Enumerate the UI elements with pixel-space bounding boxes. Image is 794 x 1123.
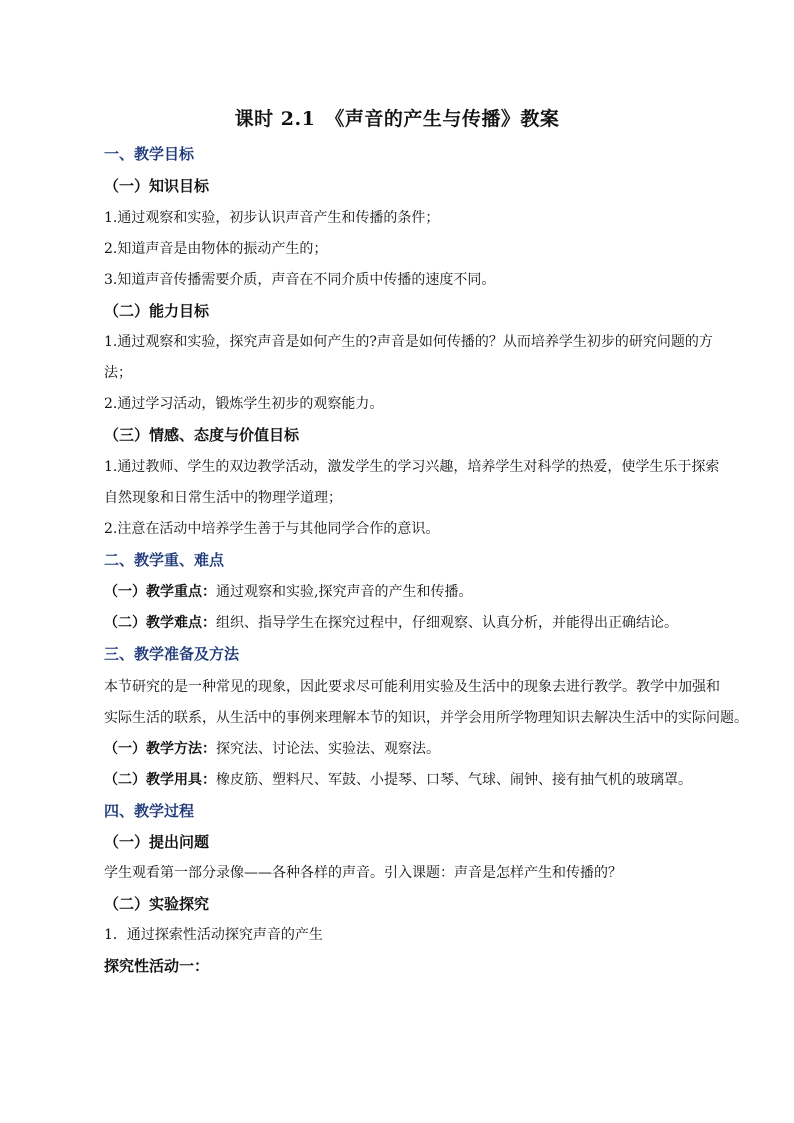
experiment-item-1: 1．通过探索性活动探究声音的产生: [104, 927, 323, 943]
emotion-item-1-line-1: 1.通过教师、学生的双边教学活动，激发学生的学习兴趣，培养学生对科学的热爱，使学生乐于探索: [104, 459, 720, 475]
knowledge-item-3: 3.知道声音传播需要介质，声音在不同介质中传播的速度不同。: [104, 272, 496, 288]
emotion-item-1-line-2: 自然现象和日常生活中的物理学道理；: [104, 490, 342, 506]
section-heading-objectives: 一、教学目标: [104, 145, 195, 163]
ability-item-2: 2.通过学习活动，锻炼学生初步的观察能力。: [104, 396, 384, 412]
page-title: 课时 2.1 《声音的产生与传播》教案: [234, 108, 560, 130]
teaching-tools-text: 橡皮筋、塑料尺、军鼓、小提琴、口琴、气球、闹钟、接有抽气机的玻璃罩。: [216, 772, 692, 788]
ability-item-1-line-1: 1.通过观察和实验，探究声音是如何产生的?声音是如何传播的？从而培养学生初步的研究问题的方: [104, 334, 713, 350]
subheading-knowledge: （一）知识目标: [104, 177, 210, 195]
activity-1-label: 探究性活动一：: [104, 957, 210, 975]
section-heading-key-points: 二、教学重、难点: [104, 551, 225, 569]
key-point: [104, 583, 724, 601]
difficulty-point: [104, 614, 724, 632]
preparation-paragraph-line-1: 本节研究的是一种常见的现象，因此要求尽可能利用实验及生活中的现象去进行教学。教学中加强和: [104, 679, 720, 695]
preparation-paragraph-line-2: 实际生活的联系，从生活中的事例来理解本节的知识，并学会用所学物理知识去解决生活中的实际问题。: [104, 710, 748, 726]
teaching-tools-label: （二）教学用具：: [104, 772, 216, 788]
knowledge-item-1: 1.通过观察和实验，初步认识声音产生和传播的条件；: [104, 210, 440, 226]
knowledge-item-2: 2.知道声音是由物体的振动产生的；: [104, 241, 328, 257]
teaching-method-label: （一）教学方法：: [104, 741, 216, 757]
emotion-item-2: 2.注意在活动中培养学生善于与其他同学合作的意识。: [104, 521, 440, 537]
ability-item-1-line-2: 法；: [104, 365, 132, 381]
key-point-text: 通过观察和实验,探究声音的产生和传播。: [216, 584, 473, 600]
teaching-method-text: 探究法、讨论法、实验法、观察法。: [216, 741, 440, 757]
subheading-ability: （二）能力目标: [104, 302, 210, 320]
key-point-label: （一）教学重点：: [104, 584, 216, 600]
subheading-question: （一）提出问题: [104, 833, 210, 851]
difficulty-point-label: （二）教学难点：: [104, 615, 216, 631]
difficulty-point-text: 组织、指导学生在探究过程中，仔细观察、认真分析，并能得出正确结论。: [216, 615, 678, 631]
section-heading-process: 四、教学过程: [104, 802, 195, 820]
subheading-emotion: （三）情感、态度与价值目标: [104, 426, 300, 444]
section-heading-preparation: 三、教学准备及方法: [104, 645, 240, 663]
teaching-tools: [104, 771, 724, 789]
question-text: 学生观看第一部分录像——各种各样的声音。引入课题：声音是怎样产生和传播的？: [104, 865, 622, 881]
teaching-method: [104, 740, 724, 758]
subheading-experiment: （二）实验探究: [104, 895, 210, 913]
